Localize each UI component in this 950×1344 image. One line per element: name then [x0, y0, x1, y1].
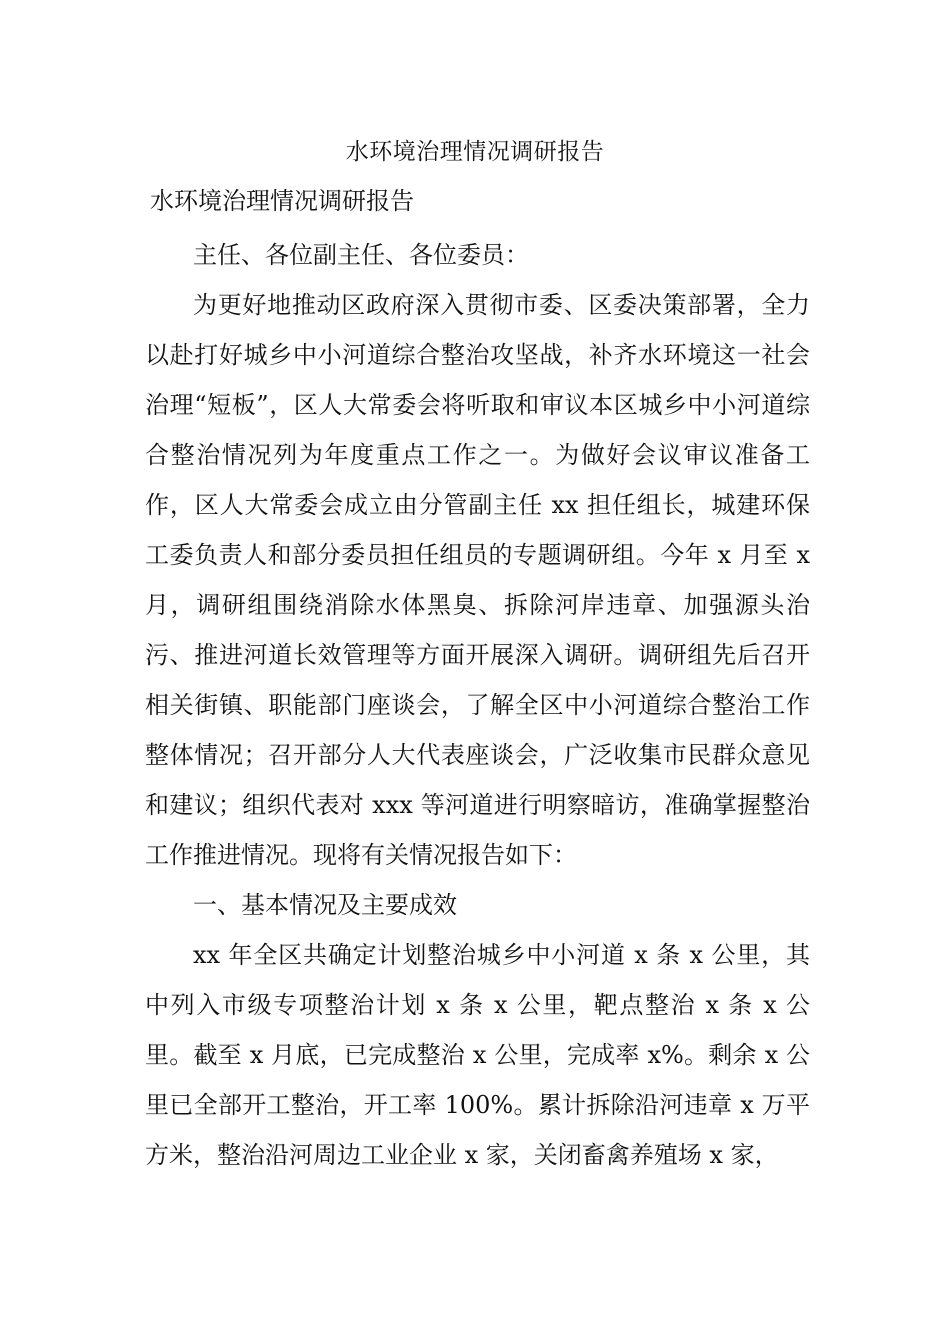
- document-subtitle: 水环境治理情况调研报告: [150, 187, 414, 215]
- section-heading: 一、基本情况及主要成效: [193, 891, 457, 919]
- document-title: 水环境治理情况调研报告: [345, 139, 605, 165]
- salutation-paragraph: 主任、各位副主任、各位委员：: [193, 241, 529, 269]
- basic-situation-paragraph: xx 年全区共确定计划整治城乡中小河道 x 条 x 公里，其中列入市级专项整治计划 x 条 x 公里，靶点整治 x 条 x 公里。截至 x 月底，已完成整治 x 公里，完成率 x%。剩余 x 公里已全部开工整治，开工率 100%。累计拆除沿河违章 x 万平方米，整治沿河周边工业企业 x 家，关闭畜禽养殖场 x 家，: [145, 941, 810, 1169]
- document-body: [145, 230, 810, 1180]
- intro-paragraph: 为更好地推动区政府深入贯彻市委、区委决策部署，全力以赴打好城乡中小河道综合整治攻坚战，补齐水环境这一社会治理“短板”，区人大常委会将听取和审议本区城乡中小河道综合整治情况列为年度重点工作之一。为做好会议审议准备工作，区人大常委会成立由分管副主任 xx 担任组长，城建环保工委负责人和部分委员担任组员的专题调研组。今年 x 月至 x 月，调研组围绕消除水体黑臭、拆除河岸违章、加强源头治污、推进河道长效管理等方面开展深入调研。调研组先后召开相关街镇、职能部门座谈会，了解全区中小河道综合整治工作整体情况；召开部分人大代表座谈会，广泛收集市民群众意见和建议；组织代表对 xxx 等河道进行明察暗访，准确掌握整治工作推进情况。现将有关情况报告如下：: [145, 291, 810, 869]
